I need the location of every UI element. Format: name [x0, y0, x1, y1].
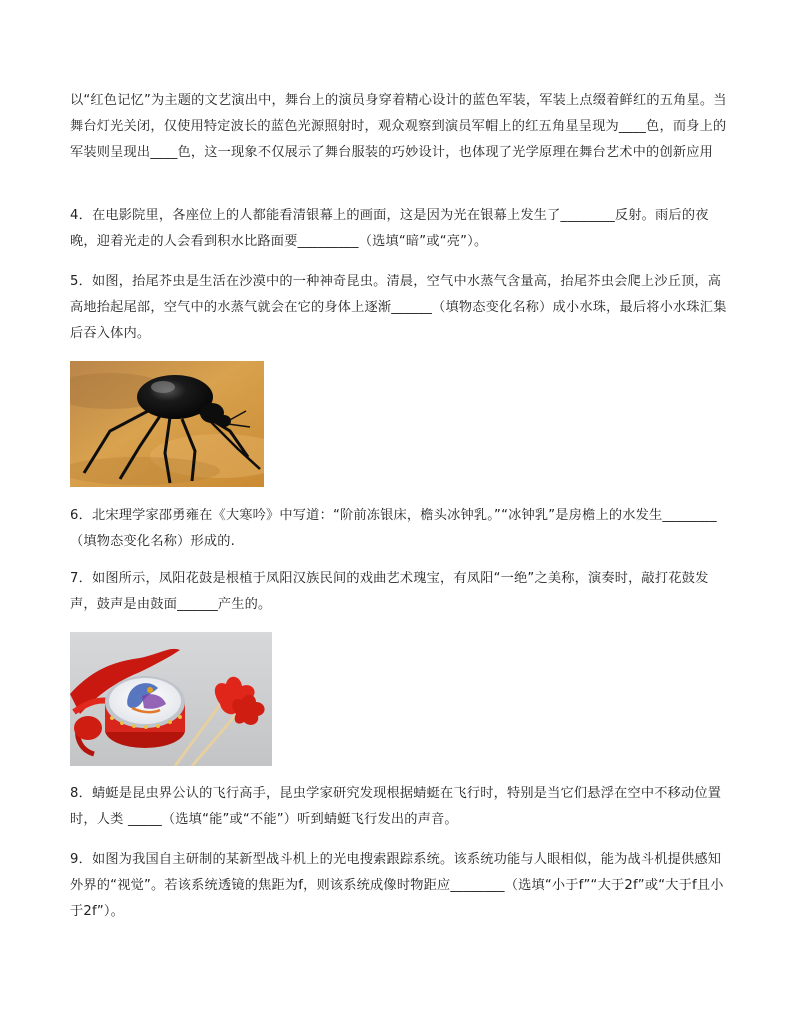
question-7: 7．如图所示，凤阳花鼓是根植于凤阳汉族民间的戏曲艺术瑰宝，有凤阳“一绝”之美称，演奏时，敲打花鼓发声，鼓声是由鼓面______产生的。 [70, 571, 709, 612]
question-8: 8．蜻蜓是昆虫界公认的飞行高手，昆虫学家研究发现根据蜻蜓在飞行时，特别是当它们悬浮在空中不移动位置时，人类 _____（选填“能”或“不能”）听到蜻蜓飞行发出的声音。 [70, 786, 722, 827]
question-9: 9．如图为我国自主研制的某新型战斗机上的光电搜索跟踪系统。该系统功能与人眼相似，能为战斗机提供感知外界的“视觉”。若该系统透镜的焦距为f，则该系统成像时物距应________（选填“小于f”“大于2f”或“大于f且小于2f”）。 [70, 852, 724, 919]
question-3-continuation: 以“红色记忆”为主题的文艺演出中，舞台上的演员身穿着精心设计的蓝色军装，军装上点缀着鲜红的五角星。当舞台灯光关闭，仅使用特定波长的蓝色光源照射时，观众观察到演员军帽上的红五角星呈现为____色，而身上的军装则呈现出____色，这一现象不仅展示了舞台服装的巧妙设计，也体现了光学原理在舞台艺术中的创新应用 [70, 93, 727, 160]
beetle-illustration [70, 361, 264, 487]
flower-drum-illustration [70, 632, 272, 766]
question-6: 6．北宋理学家邵勇雍在《大寒吟》中写道：“阶前冻银床，檐头冰钟乳。”“冰钟乳”是房檐上的水发生________（填物态变化名称）形成的. [70, 508, 717, 549]
flower-drum-photo [70, 632, 272, 766]
question-5: 5．如图，抬尾芥虫是生活在沙漠中的一种神奇昆虫。清晨，空气中水蒸气含量高，抬尾芥虫会爬上沙丘顶，高高地抬起尾部，空气中的水蒸气就会在它的身体上逐渐______（填物态变化名称）成小水珠，最后将小水珠汇集后吞入体内。 [70, 274, 727, 341]
beetle-photo [70, 361, 264, 487]
question-4: 4．在电影院里，各座位上的人都能看清银幕上的画面，这是因为光在银幕上发生了________反射。雨后的夜晚，迎着光走的人会看到积水比路面要_________（选填“暗”或“亮”）。 [70, 208, 709, 249]
